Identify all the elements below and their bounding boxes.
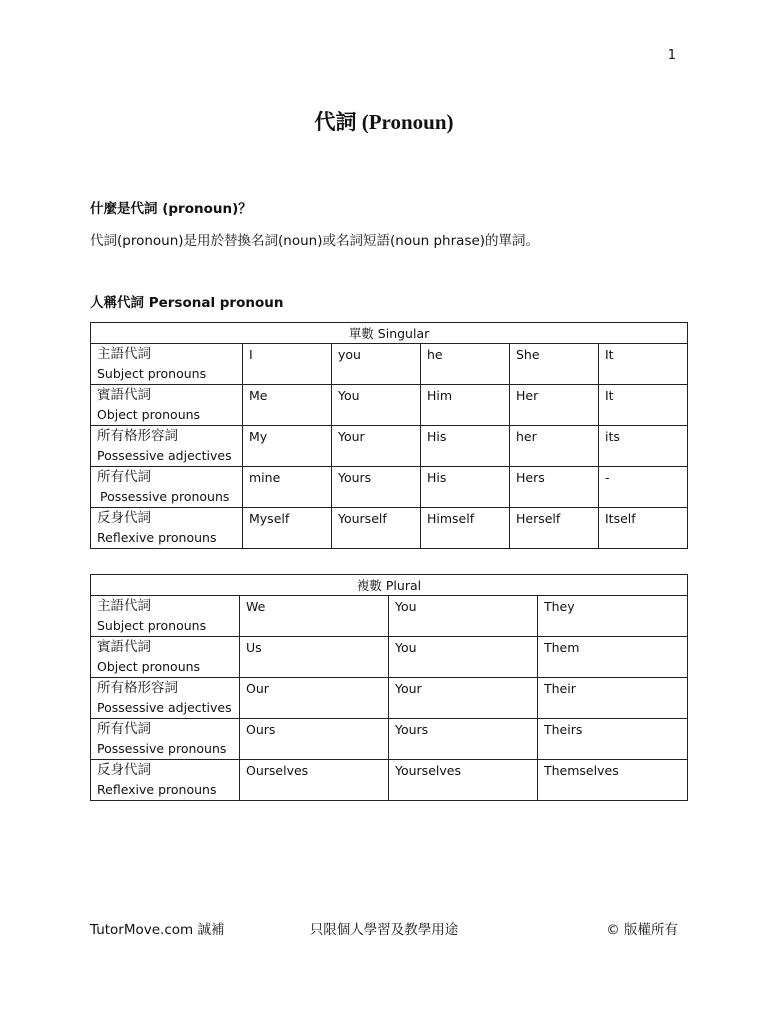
page-number: 1 (667, 48, 676, 63)
row-label-en: Object pronouns (97, 407, 201, 422)
row-label (91, 344, 243, 385)
row-label (91, 637, 240, 678)
singular-caption: 單數 Singular (91, 323, 688, 344)
table-cell: he (421, 344, 510, 385)
table-cell: Him (421, 385, 510, 426)
table-cell: My (243, 426, 332, 467)
table-cell: Their (538, 678, 688, 719)
question-heading: 什麼是代詞 (pronoun)？ (90, 201, 252, 217)
table-cell: mine (243, 467, 332, 508)
table-cell: her (510, 426, 599, 467)
table-cell: Yours (389, 719, 538, 760)
row-label-zh: 所有格形容詞 (97, 680, 178, 696)
table-cell: His (421, 467, 510, 508)
row-label-zh: 所有格形容詞 (97, 428, 178, 444)
table-row (91, 467, 688, 508)
table-row (91, 344, 688, 385)
table-cell: Myself (243, 508, 332, 549)
table-cell: You (389, 637, 538, 678)
row-label-en: Possessive adjectives (97, 700, 232, 715)
row-label-zh: 賓語代詞 (97, 639, 151, 655)
table-caption-row (91, 575, 688, 596)
footer-right: © 版權所有 (606, 922, 678, 938)
table-cell: Themselves (538, 760, 688, 801)
table-cell: Your (389, 678, 538, 719)
table-cell: Us (240, 637, 389, 678)
row-label-zh: 主語代詞 (97, 346, 151, 362)
table-cell: Itself (599, 508, 688, 549)
table-cell: Ours (240, 719, 389, 760)
row-label (91, 426, 243, 467)
table-row (91, 719, 688, 760)
table-cell: Theirs (538, 719, 688, 760)
row-label (91, 467, 243, 508)
table-cell: Our (240, 678, 389, 719)
table-cell: We (240, 596, 389, 637)
row-label-zh: 反身代詞 (97, 510, 151, 526)
table-cell: Me (243, 385, 332, 426)
table-cell: Yourself (332, 508, 421, 549)
row-label-en: Possessive adjectives (97, 448, 232, 463)
table-row (91, 637, 688, 678)
table-cell: Her (510, 385, 599, 426)
table-cell: His (421, 426, 510, 467)
row-label-en: Reflexive pronouns (97, 782, 217, 797)
table-cell: Yours (332, 467, 421, 508)
row-label-zh: 賓語代詞 (97, 387, 151, 403)
plural-caption: 複數 Plural (91, 575, 688, 596)
row-label-en: Subject pronouns (97, 366, 207, 381)
row-label-zh: 反身代詞 (97, 762, 151, 778)
row-label (91, 678, 240, 719)
row-label-zh: 所有代詞 (97, 721, 151, 737)
singular-pronoun-table (90, 322, 688, 549)
table-cell: Them (538, 637, 688, 678)
footer-left: TutorMove.com 誠補 (90, 922, 225, 938)
table-row (91, 596, 688, 637)
table-cell: you (332, 344, 421, 385)
table-cell: its (599, 426, 688, 467)
table-cell: Himself (421, 508, 510, 549)
row-label (91, 385, 243, 426)
table-row (91, 760, 688, 801)
table-caption-row (91, 323, 688, 344)
row-label-en: Object pronouns (97, 659, 201, 674)
row-label (91, 508, 243, 549)
plural-pronoun-table (90, 574, 688, 801)
table-cell: They (538, 596, 688, 637)
table-cell: It (599, 344, 688, 385)
table-cell: - (599, 467, 688, 508)
table-cell: Your (332, 426, 421, 467)
row-label-en: Possessive pronouns (100, 489, 230, 504)
table-cell: Hers (510, 467, 599, 508)
footer-center: 只限個人學習及教學用途 (309, 922, 459, 938)
table-cell: Herself (510, 508, 599, 549)
table-row (91, 385, 688, 426)
table-cell: You (389, 596, 538, 637)
table-cell: She (510, 344, 599, 385)
table-row (91, 678, 688, 719)
table-row (91, 426, 688, 467)
row-label (91, 760, 240, 801)
row-label-zh: 主語代詞 (97, 598, 151, 614)
row-label-en: Subject pronouns (97, 618, 207, 633)
row-label-en: Possessive pronouns (97, 741, 227, 756)
section-heading: 人稱代詞 Personal pronoun (90, 295, 284, 311)
table-cell: I (243, 344, 332, 385)
row-label-zh: 所有代詞 (97, 469, 151, 485)
table-row (91, 508, 688, 549)
page-title: 代詞 (Pronoun) (314, 110, 454, 134)
question-answer: 代詞(pronoun)是用於替換名詞(noun)或名詞短語(noun phrase)的單詞。 (90, 233, 540, 249)
row-label-en: Reflexive pronouns (97, 530, 217, 545)
table-cell: Yourselves (389, 760, 538, 801)
row-label (91, 596, 240, 637)
table-cell: You (332, 385, 421, 426)
table-cell: Ourselves (240, 760, 389, 801)
row-label (91, 719, 240, 760)
table-cell: It (599, 385, 688, 426)
